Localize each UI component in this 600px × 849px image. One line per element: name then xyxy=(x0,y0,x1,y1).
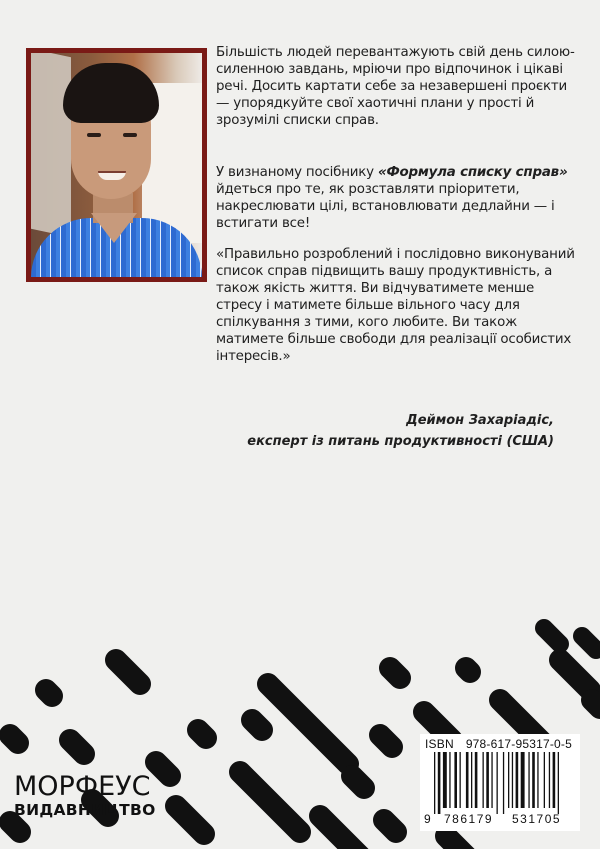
blurb-text xyxy=(216,44,578,364)
barcode-bar xyxy=(521,752,525,808)
barcode-bar xyxy=(475,752,478,808)
signature-title: експерт із питань продуктивності (США) xyxy=(247,434,554,449)
isbn-line xyxy=(425,737,572,751)
barcode-bar xyxy=(434,752,435,814)
blurb-quote: «Правильно розроблений і послідовно виконуваний список справ підвищить вашу продуктивність, а також якість життя. Ви відчуватимете менше стресу і матимете більше вільного часу для спілкування з тими, кого любите. Ви також матимете більше свободи для реалізації особистих інтересів.» xyxy=(216,247,575,364)
book-title: «Формула списку справ» xyxy=(377,165,568,180)
barcode-digits-left: 786179 xyxy=(444,812,494,826)
quote-signature xyxy=(247,410,554,452)
signature-name: Деймон Захаріадіс, xyxy=(406,413,554,428)
barcode-bar xyxy=(512,752,513,808)
barcode-bar xyxy=(508,752,509,808)
barcode-bar xyxy=(558,752,559,814)
author-photo xyxy=(31,53,202,277)
barcode-bar xyxy=(532,752,535,808)
author-photo-frame xyxy=(26,48,207,282)
barcode-bar xyxy=(553,752,556,808)
barcode-bar xyxy=(537,752,538,808)
publisher-name-top: МОРФЕУС xyxy=(14,771,151,802)
barcode xyxy=(434,752,576,814)
barcode-bar xyxy=(454,752,457,808)
barcode-bar xyxy=(497,752,498,814)
barcode-bar xyxy=(503,752,504,814)
barcode-bar xyxy=(471,752,472,808)
barcode-bar xyxy=(486,752,489,808)
publisher-logo xyxy=(14,773,156,819)
barcode-bar xyxy=(491,752,492,808)
para2-start: У визнаному посібнику xyxy=(216,165,378,180)
blurb-paragraph-1: Більшість людей перевантажують свій день силою-силенною завдань, мріючи про відпочинок і цікаві речі. Досить картати себе за незавершені проєкти — упорядкуйте свої хаотичні плани у прості й зрозумілі списки справ. xyxy=(216,45,575,128)
barcode-bar xyxy=(438,752,441,814)
isbn-label: ISBN xyxy=(425,737,454,751)
barcode-bar xyxy=(460,752,461,808)
barcode-bar xyxy=(516,752,519,808)
barcode-bar xyxy=(466,752,469,808)
blurb-paragraph-2 xyxy=(216,164,578,232)
barcode-bar xyxy=(549,752,550,808)
barcode-digits-right: 531705 xyxy=(512,812,562,826)
publisher-name-bottom: ВИДАВНИЦТВО xyxy=(14,801,156,819)
barcode-bar xyxy=(449,752,450,808)
para2-end: йдеться про те, як розставляти пріоритети, накреслювати цілі, встановлювати дедлайни — і встигати все! xyxy=(216,182,555,231)
barcode-bar xyxy=(443,752,447,808)
barcode-digit-first: 9 xyxy=(424,812,431,826)
barcode-bar xyxy=(544,752,545,808)
barcode-bar xyxy=(528,752,529,808)
isbn-number: 978-617-95317-0-5 xyxy=(465,737,572,751)
barcode-bar xyxy=(483,752,484,808)
